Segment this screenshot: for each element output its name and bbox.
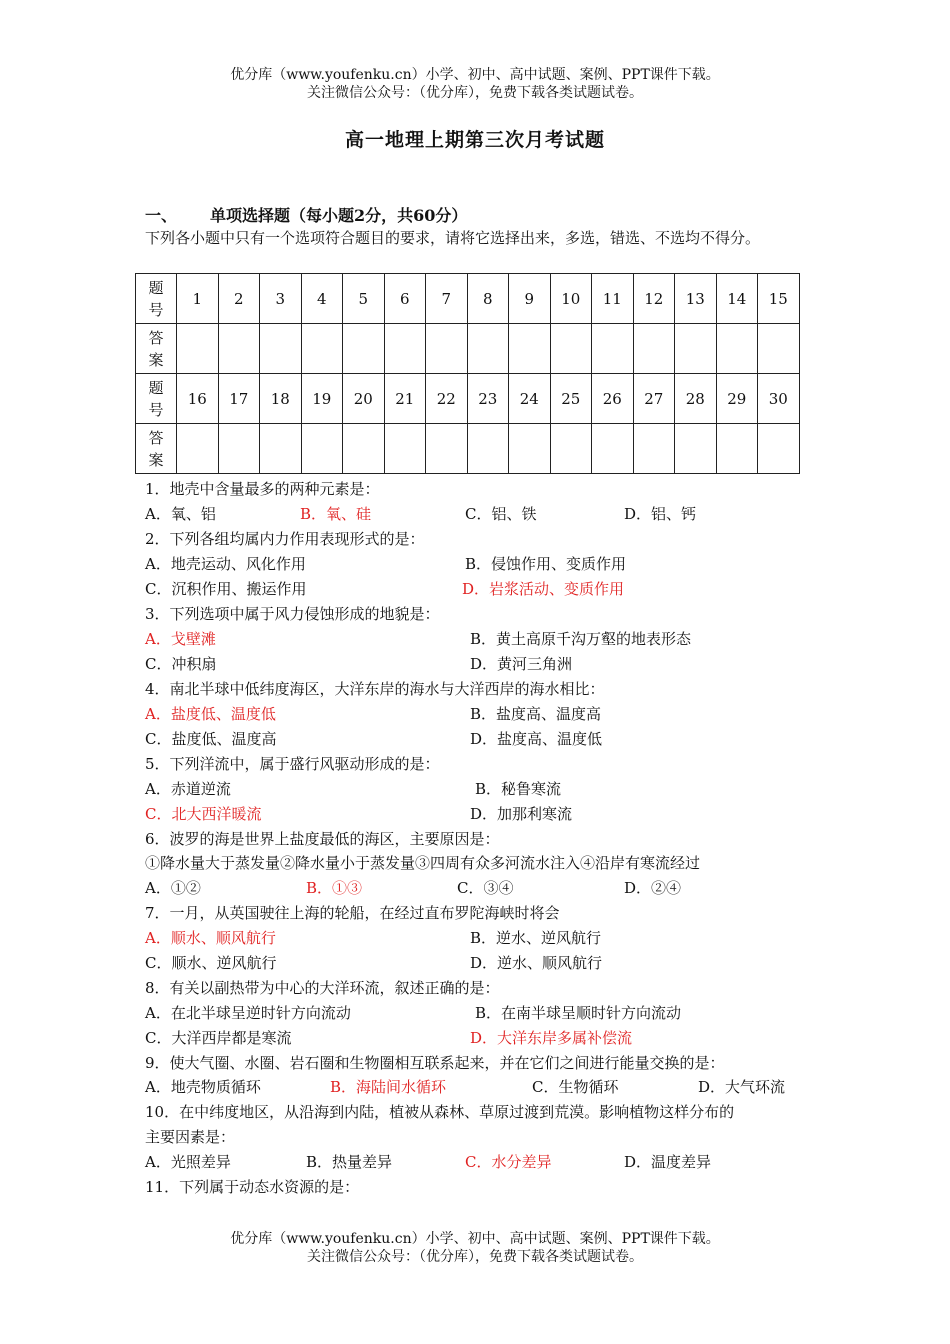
question-stem: 2．下列各组均属内力作用表现形式的是： (145, 530, 425, 548)
option: C．盐度低、温度高 (145, 730, 277, 748)
answer-cell[interactable] (260, 424, 302, 474)
table-row (136, 424, 800, 474)
question-number: 28 (675, 374, 717, 424)
section-title: 单项选择题（每小题2分，共60分） (210, 206, 468, 225)
question-number: 16 (177, 374, 219, 424)
question-number: 5 (343, 274, 385, 324)
question-number: 22 (426, 374, 468, 424)
option: A．光照差异 (145, 1153, 231, 1171)
table-row (136, 374, 800, 424)
answer-cell[interactable] (177, 324, 219, 374)
question-stem: 1．地壳中含量最多的两种元素是： (145, 480, 380, 498)
question-number: 20 (343, 374, 385, 424)
question-number: 25 (550, 374, 592, 424)
question-number: 13 (675, 274, 717, 324)
page-title: 高一地理上期第三次月考试题 (344, 129, 605, 151)
answer-cell[interactable] (384, 424, 426, 474)
question-number: 10 (550, 274, 592, 324)
answer-cell[interactable] (467, 424, 509, 474)
answer-cell[interactable] (218, 324, 260, 374)
question-stem: 11．下列属于动态水资源的是： (145, 1178, 360, 1196)
question-number: 4 (301, 274, 343, 324)
question-number: 11 (592, 274, 634, 324)
question-stem: 7．一月，从英国驶往上海的轮船，在经过直布罗陀海峡时将会 (145, 904, 560, 922)
option: A．地壳物质循环 (145, 1078, 261, 1096)
question-number: 17 (218, 374, 260, 424)
option: C．冲积扇 (145, 655, 217, 673)
answer-cell[interactable] (343, 424, 385, 474)
option: B．盐度高、温度高 (470, 705, 602, 723)
question-number: 27 (633, 374, 675, 424)
row-label: 题 号 (136, 274, 177, 324)
row-label: 题 号 (136, 374, 177, 424)
option-correct: B．海陆间水循环 (330, 1078, 447, 1096)
header-line-1: 优分库（www.youfenku.cn）小学、初中、高中试题、案例、PPT课件下载。 (230, 67, 720, 83)
answer-cell[interactable] (716, 424, 758, 474)
option: B．黄土高原千沟万壑的地表形态 (470, 630, 692, 648)
question-number: 19 (301, 374, 343, 424)
answer-cell[interactable] (633, 324, 675, 374)
option-correct: C．北大西洋暖流 (145, 805, 262, 823)
question-number: 30 (758, 374, 800, 424)
question-number: 21 (384, 374, 426, 424)
header-line-2: 关注微信公众号：（优分库），免费下载各类试题试卷。 (307, 85, 643, 101)
option: C．生物循环 (532, 1078, 619, 1096)
question-number: 8 (467, 274, 509, 324)
answer-cell[interactable] (758, 424, 800, 474)
option-correct: B．氧、硅 (300, 505, 372, 523)
answer-cell[interactable] (675, 424, 717, 474)
option: D．黄河三角洲 (470, 655, 573, 673)
question-number: 3 (260, 274, 302, 324)
answer-cell[interactable] (675, 324, 717, 374)
answer-cell[interactable] (467, 324, 509, 374)
option: B．在南半球呈顺时针方向流动 (475, 1004, 682, 1022)
answer-cell[interactable] (343, 324, 385, 374)
answer-table (135, 273, 800, 474)
row-label: 答 案 (136, 424, 177, 474)
question-number: 14 (716, 274, 758, 324)
option: D．逆水、顺风航行 (470, 954, 603, 972)
section-heading (145, 203, 467, 226)
option: D．温度差异 (624, 1153, 712, 1171)
option: D．铝、钙 (624, 505, 697, 523)
option-correct: D．大洋东岸多属补偿流 (470, 1029, 633, 1047)
option: D．加那利寒流 (470, 805, 573, 823)
answer-cell[interactable] (509, 324, 551, 374)
option-correct: D．岩浆活动、变质作用 (462, 580, 625, 598)
option: D．盐度高、温度低 (470, 730, 603, 748)
answer-cell[interactable] (301, 424, 343, 474)
answer-cell[interactable] (592, 324, 634, 374)
question-number: 12 (633, 274, 675, 324)
section-number: 一、 (145, 206, 178, 225)
question-number: 15 (758, 274, 800, 324)
option-correct: B．①③ (306, 879, 363, 897)
option: B．热量差异 (306, 1153, 393, 1171)
answer-cell[interactable] (592, 424, 634, 474)
option: A．①② (145, 879, 201, 897)
question-stem: 4．南北半球中低纬度海区，大洋东岸的海水与大洋西岸的海水相比： (145, 680, 605, 698)
option: D．大气环流 (698, 1078, 786, 1096)
option: B．逆水、逆风航行 (470, 929, 602, 947)
option-correct: C．水分差异 (465, 1153, 552, 1171)
option: B．侵蚀作用、变质作用 (465, 555, 627, 573)
section-instruction: 下列各小题中只有一个选项符合题目的要求，请将它选择出来，多选，错选、不选均不得分。 (145, 229, 761, 247)
option: C．铝、铁 (465, 505, 537, 523)
option: C．沉积作用、搬运作用 (145, 580, 307, 598)
option-correct: A．盐度低、温度低 (145, 705, 276, 723)
table-row (136, 274, 800, 324)
option: A．氧、铝 (145, 505, 216, 523)
footer-line-1: 优分库（www.youfenku.cn）小学、初中、高中试题、案例、PPT课件下载。 (230, 1231, 720, 1247)
option: A．在北半球呈逆时针方向流动 (145, 1004, 351, 1022)
question-stem: 9．使大气圈、水圈、岩石圈和生物圈相互联系起来，并在它们之间进行能量交换的是： (145, 1054, 725, 1072)
question-statements: ①降水量大于蒸发量②降水量小于蒸发量③四周有众多河流水注入④沿岸有寒流经过 (145, 854, 701, 872)
option: A．地壳运动、风化作用 (145, 555, 306, 573)
option: B．秘鲁寒流 (475, 780, 562, 798)
answer-cell[interactable] (633, 424, 675, 474)
option: C．大洋西岸都是寒流 (145, 1029, 292, 1047)
option: C．③④ (457, 879, 514, 897)
answer-cell[interactable] (758, 324, 800, 374)
answer-cell[interactable] (301, 324, 343, 374)
answer-cell[interactable] (218, 424, 260, 474)
option: C．顺水、逆风航行 (145, 954, 277, 972)
option: A．赤道逆流 (145, 780, 231, 798)
option-correct: A．戈壁滩 (145, 630, 216, 648)
question-stem: 8．有关以副热带为中心的大洋环流，叙述正确的是： (145, 979, 500, 997)
question-number: 2 (218, 274, 260, 324)
question-number: 6 (384, 274, 426, 324)
answer-cell[interactable] (177, 424, 219, 474)
answer-cell[interactable] (550, 424, 592, 474)
option: D．②④ (624, 879, 682, 897)
answer-cell[interactable] (260, 324, 302, 374)
answer-cell[interactable] (509, 424, 551, 474)
row-label: 答 案 (136, 324, 177, 374)
option-correct: A．顺水、顺风航行 (145, 929, 276, 947)
question-stem: 3．下列选项中属于风力侵蚀形成的地貌是： (145, 605, 440, 623)
question-stem: 6．波罗的海是世界上盐度最低的海区，主要原因是： (145, 830, 500, 848)
footer-line-2: 关注微信公众号：（优分库），免费下载各类试题试卷。 (307, 1249, 643, 1265)
question-number: 24 (509, 374, 551, 424)
question-number: 23 (467, 374, 509, 424)
question-number: 26 (592, 374, 634, 424)
answer-cell[interactable] (716, 324, 758, 374)
question-number: 1 (177, 274, 219, 324)
question-stem: 10．在中纬度地区，从沿海到内陆，植被从森林、草原过渡到荒漠。影响植物这样分布的 (145, 1103, 735, 1121)
table-row (136, 324, 800, 374)
question-number: 9 (509, 274, 551, 324)
question-number: 18 (260, 374, 302, 424)
question-number: 7 (426, 274, 468, 324)
question-stem-continued: 主要因素是： (145, 1128, 236, 1146)
question-number: 29 (716, 374, 758, 424)
answer-cell[interactable] (550, 324, 592, 374)
question-stem: 5．下列洋流中，属于盛行风驱动形成的是： (145, 755, 440, 773)
answer-cell[interactable] (426, 324, 468, 374)
answer-cell[interactable] (384, 324, 426, 374)
answer-cell[interactable] (426, 424, 468, 474)
